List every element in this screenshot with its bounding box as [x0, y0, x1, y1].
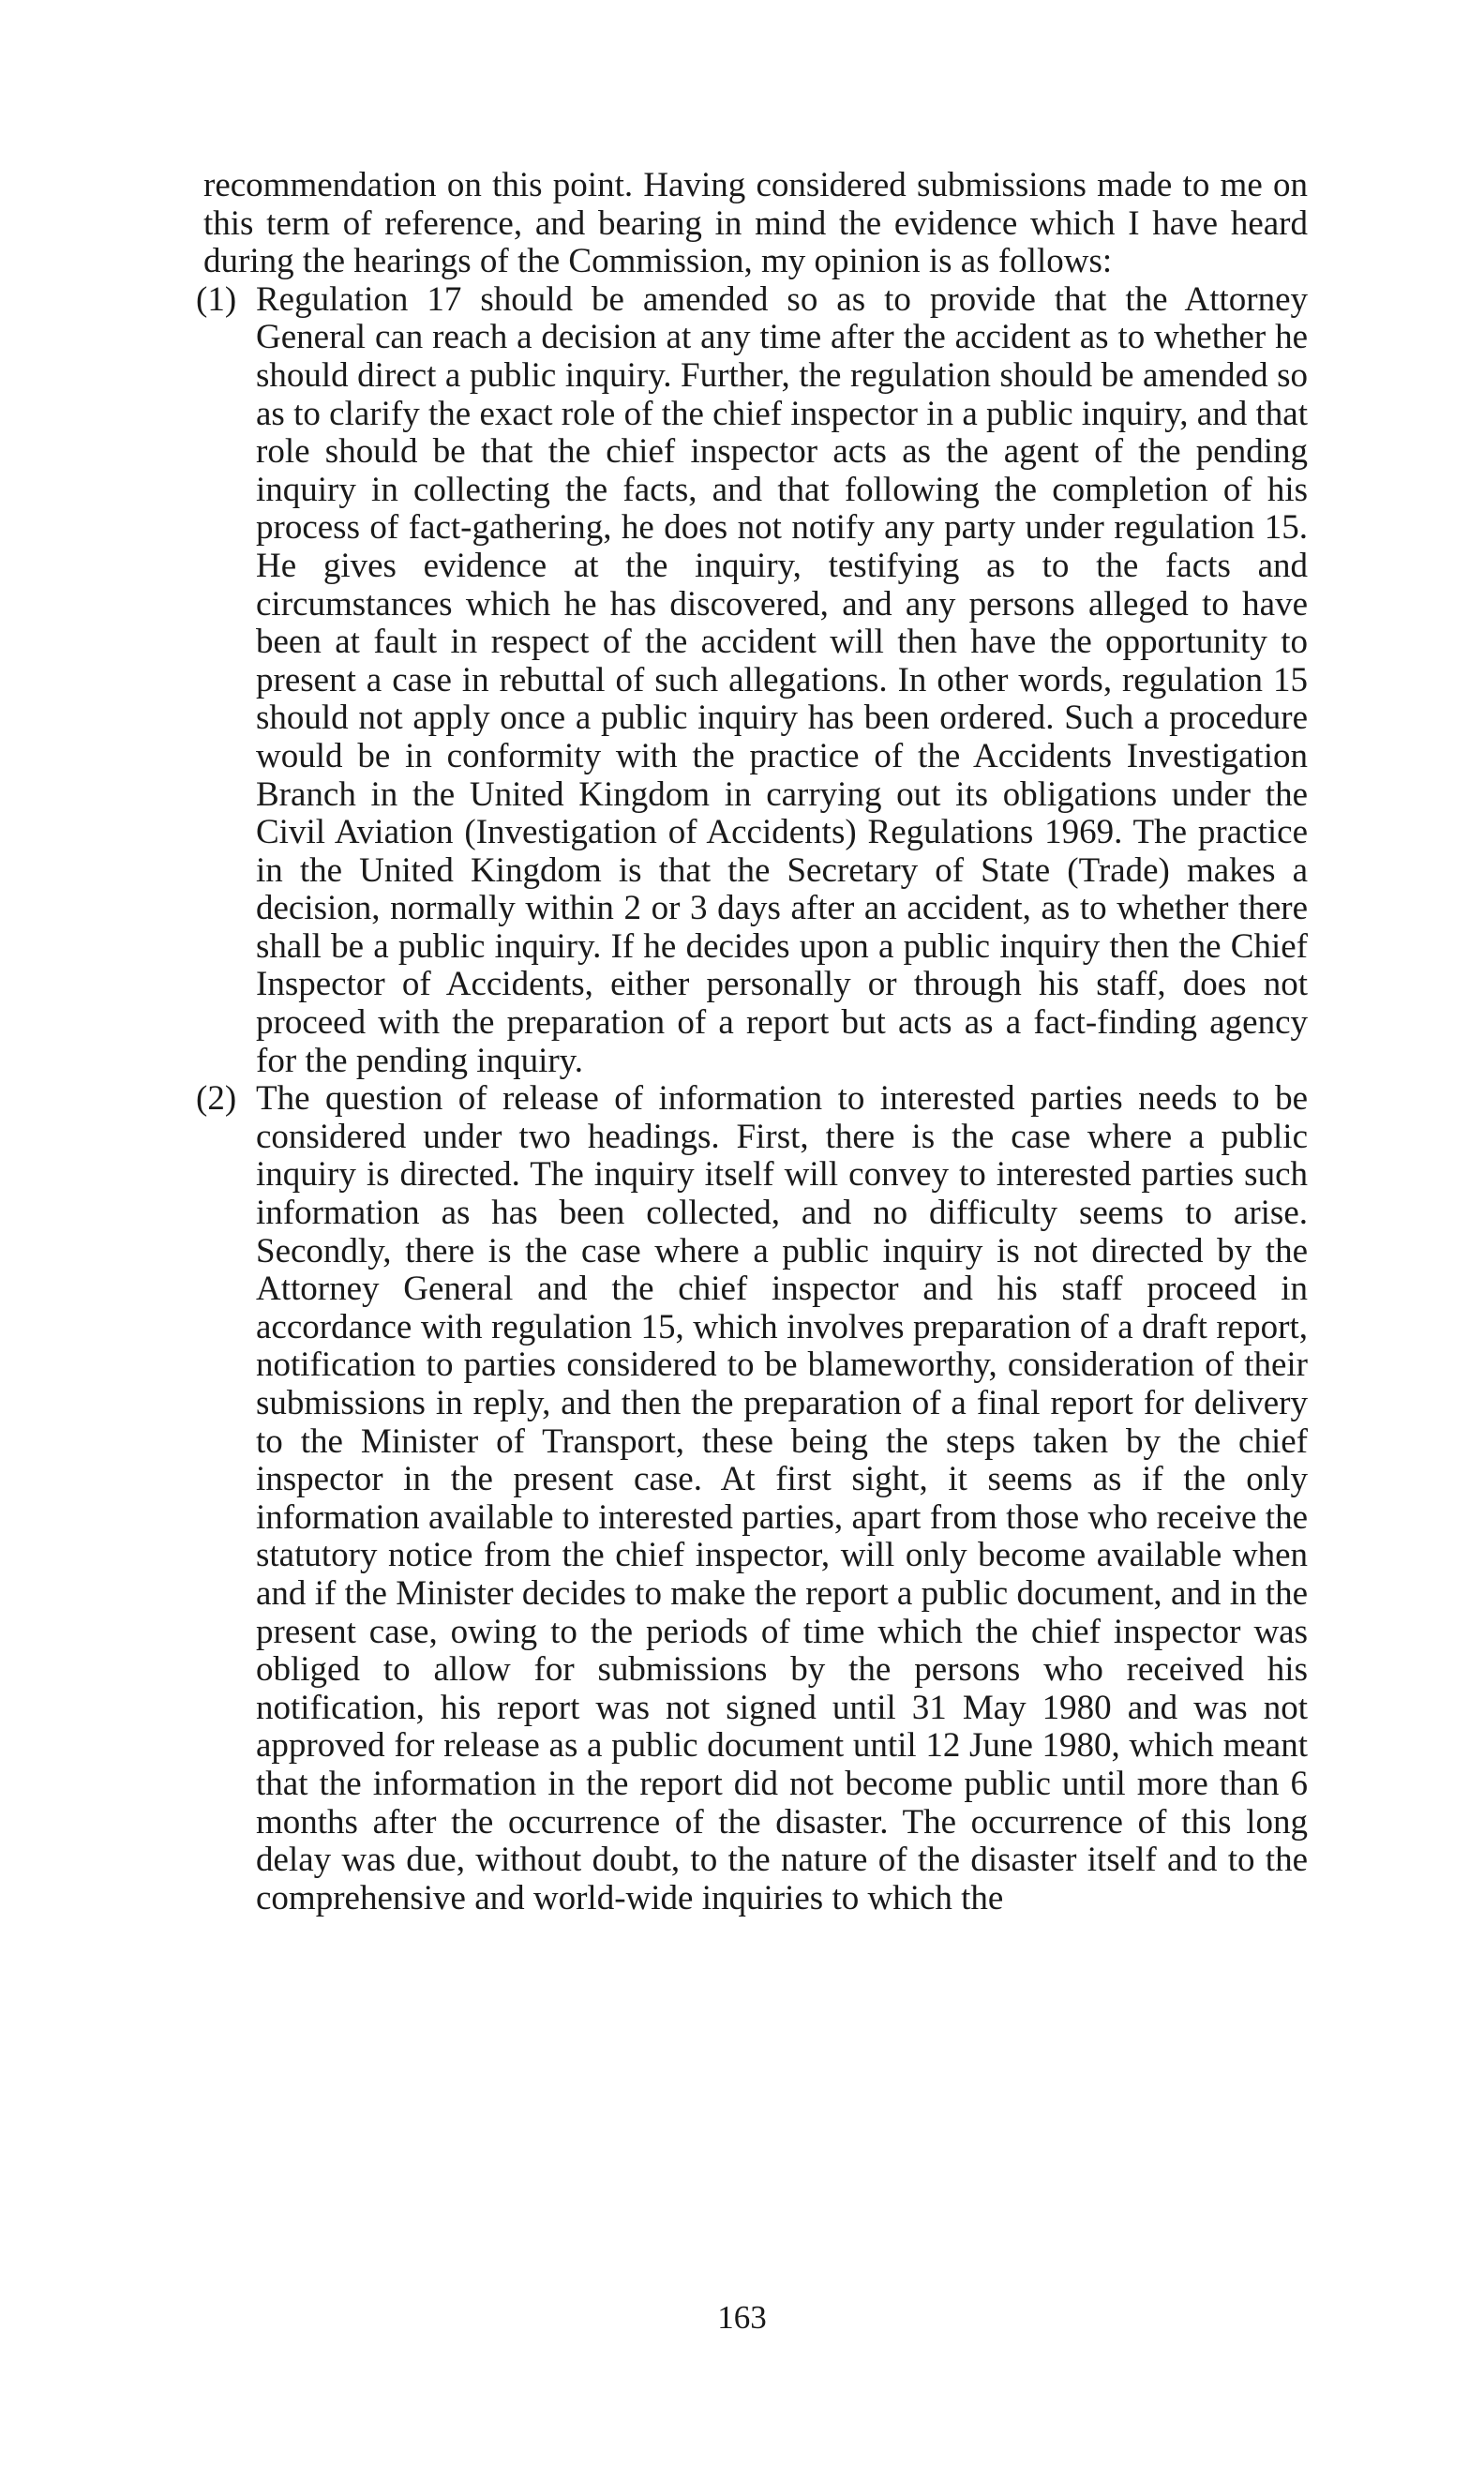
list-item-text: The question of release of information to interested parties needs to be considered under two headings. First, there is the case where a public inquiry is directed. The inquiry itself will convey to interested parties such information as has been collected, and no difficulty seems to arise. Secondly, there is the case where a public inquiry is not directed by the Attorney General and the chief inspector and his staff proceed in accordance with regulation 15, which involves preparation of a draft report, notification to parties considered to be blameworthy, consideration of their submissions in reply, and then the preparation of a final report for delivery to the Minister of Transport, these being the steps taken by the chief inspector in the present case. At first sight, it seems as if the only information available to interested parties, apart from those who receive the statutory notice from the chief inspector, will only become available when and if the Minister decides to make the report a public document, and in the present case, owing to the periods of time which the chief inspector was obliged to allow for submissions by the persons who received his notification, his report was not signed until 31 May 1980 and was not approved for release as a public document until 12 June 1980, which meant that the information in the report did not become public until more than 6 months after the occurrence of the disaster. The occurrence of this long delay was due, without doubt, to the nature of the disaster itself and to the comprehensive and world-wide inquiries to which the: [256, 1079, 1308, 1917]
list-item-number: (2): [196, 1079, 237, 1119]
list-item: [196, 279, 1308, 1080]
body-text: [196, 166, 1308, 1917]
list-item: [196, 1079, 1308, 1917]
intro-paragraph: recommendation on this point. Having considered submissions made to me on this term of reference, and bearing in mind the evidence which I have heard during the hearings of the Commission, my opinion is as follows:: [203, 166, 1308, 281]
page-number: 163: [717, 2299, 767, 2336]
list-item-text: Regulation 17 should be amended so as to provide that the Attorney General can reach a decision at any time after the accident as to whether he should direct a public inquiry. Further, the regulation should be amended so as to clarify the exact role of the chief inspector in a public inquiry, and that role should be that the chief inspector acts as the agent of the pending inquiry in collecting the facts, and that following the completion of his process of fact-gathering, he does not notify any party under regulation 15. He gives evidence at the inquiry, testifying as to the facts and circumstances which he has discovered, and any persons alleged to have been at fault in respect of the accident will then have the opportunity to present a case in rebuttal of such allegations. In other words, regulation 15 should not apply once a public inquiry has been ordered. Such a procedure would be in conformity with the practice of the Accidents Investigation Branch in the United Kingdom in carrying out its obligations under the Civil Aviation (Investigation of Accidents) Regulations 1969. The practice in the United Kingdom is that the Secretary of State (Trade) makes a decision, normally within 2 or 3 days after an accident, as to whether there shall be a public inquiry. If he decides upon a public inquiry then the Chief Inspector of Accidents, either personally or through his staff, does not proceed with the preparation of a report but acts as a fact-finding agency for the pending inquiry.: [256, 279, 1308, 1080]
list-item-number: (1): [196, 279, 237, 319]
